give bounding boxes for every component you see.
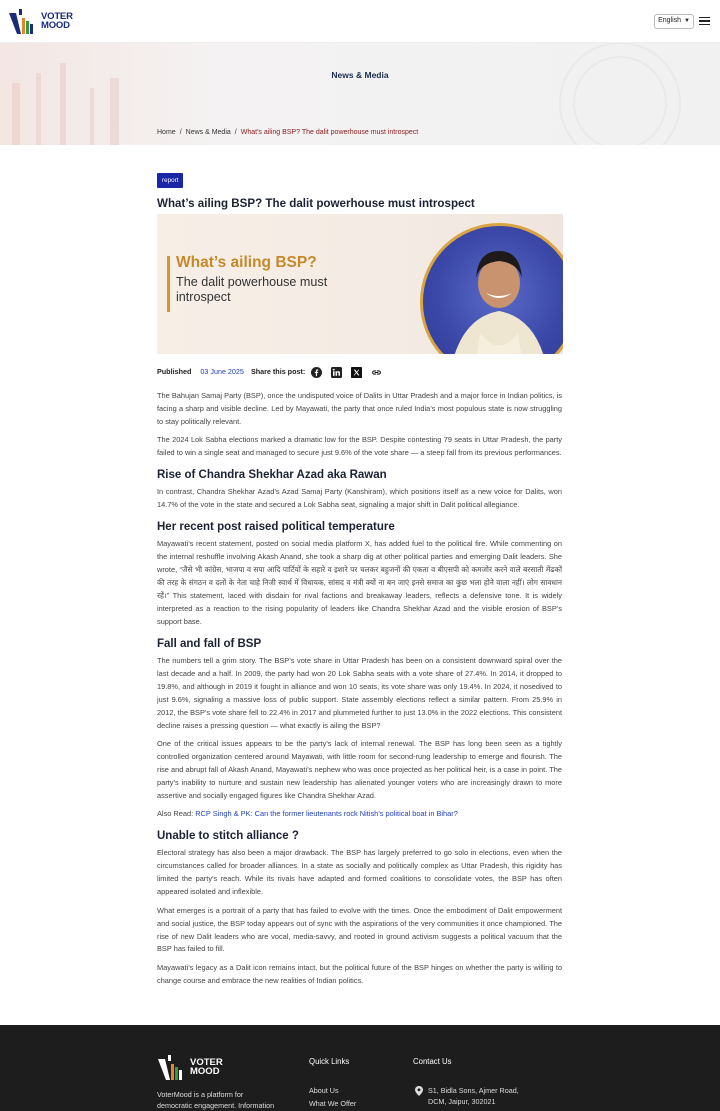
article-paragraph: Mayawati’s legacy as a Dalit icon remains intact, but the political future of the BSP hinges on whether the party is willing to change course and embrace the new realities of Indian politics. (157, 962, 562, 985)
breadcrumb-current: What's ailing BSP? The dalit powerhouse must introspect (240, 129, 419, 136)
logo-line-2: MOOD (41, 20, 70, 31)
published-label: Published (157, 367, 192, 376)
article-paragraph: Mayawati’s recent statement, posted on social media platform X, has added fuel to the political fire. While commenting on the internal reshuffle involving Akash Anand, she took a sharp dig at other political parties and emerging Dalit leaders. She wrote, “जैसे भी कांग्रेस, भाजपा व सपा आदि पार्टियों के सहारे व इशारे पर चलकर बहुजनों की एकता व बीएसपी को कमजोर करने वाले बरसाती मेंढकों की तरह के संगठन व दलों के नेता चाहे निजी स्वार्थ में विधायक, सांसद व मंत्री क्यों ना बन जाएं इनसे समाज का कुछ भला होने वाला नहीं। लोग सावधान रहें।” This statement, laced with disdain for rival factions and breakaway leaders, reflects a defensive tone. It is widely interpreted as a reaction to the rising popularity of leaders like Chandra Shekhar Azad and the visible erosion of BSP’s support base. (157, 539, 562, 626)
menu-icon[interactable] (699, 17, 710, 26)
breadcrumb-section[interactable]: News & Media (185, 129, 231, 136)
location-pin-icon (415, 1086, 423, 1101)
site-footer (0, 1025, 720, 1111)
logo-line-1: VOTER (41, 11, 73, 22)
article-paragraph: The numbers tell a grim story. The BSP’s vote share in Uttar Pradesh has been on a consistent downward spiral over the last decade and a half. In 2009, the party had won 20 Lok Sabha seats with a vote share of 27.4%. In 2014, it dropped to 19.8%, and although in 2019 it fought in alliance and won 10 seats, its vote share was only 19.4%. In 2024, it nosedived to just 9.6%, signaling a massive loss of public support. State assembly elections reflect a similar pattern. From 25.9% in 2012, the BSP’s vote share fell to 22.4% in 2017 and plummeted further to just 13.0% in the 2022 elections. This consistent decline raises a pressing question — what exactly is ailing the BSP? (157, 655, 562, 730)
logo-mark-icon (157, 1052, 187, 1082)
footer-link-about[interactable]: About Us (309, 1086, 339, 1095)
logo-text (41, 12, 73, 30)
portrait-image (420, 223, 563, 354)
article-paragraph: What emerges is a portrait of a party that has failed to evolve with the times. Once the embodiment of Dalit empowerment and social justice, the BSP today appears out of sync with the aspirations of the very communities it once championed. The rise of new Dalit leaders who are vocal, media-savvy, and rooted in ground activism suggests a political vacuum that the BSP has failed to fill. (157, 905, 562, 954)
footer-logo[interactable] (157, 1052, 223, 1082)
footer-logo-line-2: MOOD (190, 1066, 220, 1077)
section-heading: Unable to stitch alliance ? (157, 830, 299, 843)
contact-title: Contact Us (413, 1057, 452, 1066)
quick-links-title: Quick Links (309, 1057, 350, 1066)
footer-link-offer[interactable]: What We Offer (309, 1099, 357, 1108)
feature-subline: The dalit powerhouse must introspect (176, 275, 328, 304)
feature-accent-bar (167, 256, 170, 312)
article-meta (157, 366, 382, 379)
site-header (0, 0, 720, 43)
also-read-link[interactable]: RCP Singh & PK: Can the former lieutenants rock Nitish’s political boat in Bihar? (195, 809, 458, 819)
also-read-label: Also Read: (157, 809, 196, 819)
section-heading: Her recent post raised political temperature (157, 521, 395, 534)
breadcrumb: Home / News & Media / What's ailing BSP? The dalit powerhouse must introspect (157, 129, 419, 136)
facebook-icon[interactable] (311, 367, 322, 378)
section-heading: Rise of Chandra Shekhar Azad aka Rawan (157, 469, 387, 482)
link-icon[interactable] (371, 367, 382, 378)
address-line-1: S1, Bidla Sons, Ajmer Road, (428, 1086, 519, 1095)
site-logo[interactable] (8, 6, 73, 36)
also-read (157, 808, 562, 821)
footer-about (157, 1089, 274, 1111)
feature-headline: What’s ailing BSP? (176, 254, 317, 271)
article-paragraph: Electoral strategy has also been a major drawback. The BSP has largely preferred to go solo in elections, even when the circumstances called for broader alliances. In a state as socially and politically complex as Uttar Pradesh, this rigidity has limited the party’s reach. While its rivals have adapted and formed coalitions to consolidate votes, the BSP has often appeared isolated and inflexible. (157, 848, 562, 897)
share-label: Share this post: (250, 367, 306, 376)
footer-about-line-2: democratic engagement. Information (157, 1101, 275, 1110)
article-paragraph: In contrast, Chandra Shekhar Azad’s Azad Samaj Party (Kanshiram), which positions itself as a new voice for Dalits, won 14.7% of the vote in the state and secured a Lok Sabha seat, signaling a major shift in Dalit political allegiance. (157, 487, 562, 510)
language-select[interactable] (654, 14, 694, 29)
page-title: News & Media (331, 70, 389, 80)
linkedin-icon[interactable] (331, 367, 342, 378)
x-icon[interactable] (351, 367, 362, 378)
footer-logo-line-1: VOTER (190, 1057, 223, 1068)
article-paragraph: The Bahujan Samaj Party (BSP), once the undisputed voice of Dalits in Uttar Pradesh and a major force in Indian politics, is facing a sharp and visible decline. Led by Mayawati, the party that once ruled India’s most populous state is now struggling to stay politically relevant. (157, 391, 562, 426)
category-badge[interactable]: report (157, 173, 183, 188)
feature-image (157, 214, 563, 354)
breadcrumb-home[interactable]: Home (157, 129, 176, 136)
published-date: 03 June 2025 (200, 367, 244, 376)
chevron-down-icon: ▼ (684, 17, 690, 24)
footer-about-line-1: VoterMood is a platform for (157, 1090, 244, 1099)
contact-address (428, 1085, 519, 1107)
section-heading: Fall and fall of BSP (157, 637, 262, 650)
address-line-2: DCM, Jaipur, 302021 (428, 1097, 496, 1106)
article-paragraph: The 2024 Lok Sabha elections marked a dramatic low for the BSP. Despite contesting 79 seats in Uttar Pradesh, the party failed to win a single seat and managed to secure just 9.6% of the vote share — a steep fall from its previous performances. (157, 435, 562, 458)
page-hero (0, 43, 720, 145)
language-value: English (658, 16, 682, 24)
article-title: What’s ailing BSP? The dalit powerhouse must introspect (157, 197, 475, 210)
article-paragraph: One of the critical issues appears to be the party’s lack of internal renewal. The BSP has long been seen as a tightly controlled organization centered around Mayawati, with little room for second-rung leadership to emerge and flourish. The rise and abrupt fall of Akash Anand, Mayawati’s nephew who was once projected as her political heir, is a case in point. The party’s inability to nurture and sustain new leadership has alienated younger voters who are increasingly drawn to more assertive and socially engaged figures like Chandra Shekhar Azad. (157, 739, 562, 800)
logo-mark-icon (8, 6, 38, 36)
article-body (157, 390, 562, 993)
